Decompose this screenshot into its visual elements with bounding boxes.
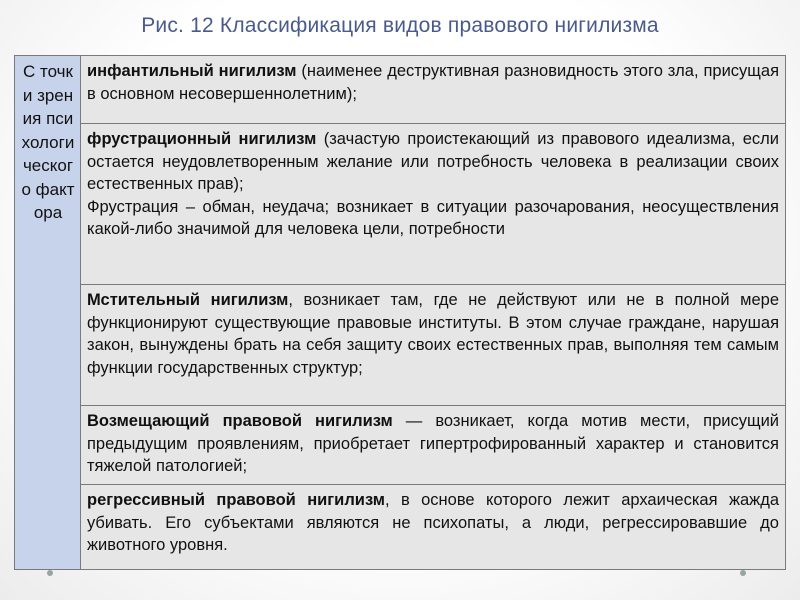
row-text: — возникает, когда мотив мести, присущий предыдущим проявлениям, приобретает гипертрофированный характер и становится тяжелой патологией; (87, 412, 780, 476)
row-cell-vengeful (81, 285, 786, 406)
row-extra-text: Фрустрация – обман, неудача; возникает в ситуации разочарования, неосуществления какой-либо значимой для человека цели, потребности (87, 197, 779, 239)
row-term: регрессивный правовой нигилизм (87, 491, 385, 509)
table-row (15, 485, 786, 570)
classification-table (14, 55, 786, 570)
row-text: (зачастую проистекающий из правового идеализма, если остается неудовлетворенным желание или потребность человека в реализации своих естественных прав); (87, 130, 779, 194)
row-text: (наименее деструктивная разновидность этого зла, присущая в основном несовершеннолетним); (87, 62, 779, 103)
row-term: Мстительный нигилизм (87, 291, 289, 309)
page-title: Рис. 12 Классификация видов правового нигилизма (141, 14, 659, 37)
row-term: Возмещающий правовой нигилизм (87, 412, 393, 430)
slide-corner-dot (47, 570, 53, 576)
table-row (15, 285, 786, 406)
side-label-cell (15, 56, 81, 570)
row-term: инфантильный нигилизм (87, 62, 297, 80)
row-text: , в основе которого лежит архаическая жажда убивать. Его субъектами являются не психопаты, а люди, регрессировавшие до животного уровня. (87, 491, 780, 555)
side-label: С точки зрения психологического фактора (21, 62, 75, 222)
table-row (15, 406, 786, 485)
row-cell-frustration (81, 124, 786, 285)
table-row (15, 124, 786, 285)
slide-corner-dot (740, 570, 746, 576)
row-cell-regressive (81, 485, 786, 570)
row-cell-compensating (81, 406, 786, 485)
row-cell-infantile (81, 56, 786, 124)
table-row (15, 56, 786, 124)
row-term: фрустрационный нигилизм (87, 130, 317, 148)
row-text: , возникает там, где не действуют или не в полной мере функционируют существующие правовые институты. В этом случае граждане, нарушая закон, вынуждены брать на себя защиту своих естественных прав, выполняя тем самым функции государственных структур; (87, 291, 780, 377)
